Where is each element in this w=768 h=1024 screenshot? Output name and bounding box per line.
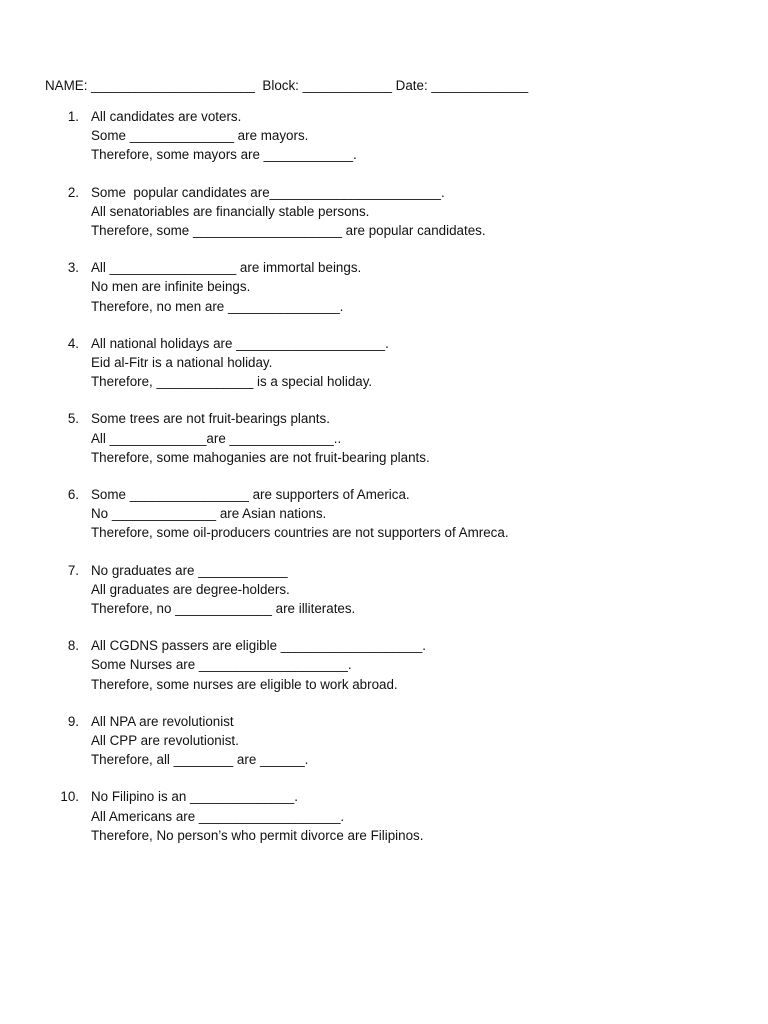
question-number: 4. [67,335,79,351]
premise-minor: No ______________ are Asian nations. [91,506,327,522]
premise-major: All _________________ are immortal beings. [91,260,362,276]
conclusion: Therefore, no men are _______________. [91,298,344,314]
conclusion: Therefore, some oil-producers countries are not supporters of Amreca. [91,525,509,541]
premise-major: No Filipino is an ______________. [91,789,298,805]
question-lines [91,485,509,543]
premise-major: All candidates are voters. [91,109,242,124]
conclusion: Therefore, some mahoganies are not fruit-bearing plants. [91,449,430,465]
conclusion: Therefore, some mayors are ____________. [91,147,357,163]
question-4 [0,334,768,410]
question-lines [91,183,486,241]
conclusion: Therefore, No person’s who permit divorce are Filipinos. [91,827,424,843]
question-lines [91,107,357,165]
conclusion: Therefore, some ____________________ are popular candidates. [91,222,486,238]
premise-minor: All CPP are revolutionist. [91,732,239,748]
question-number: 3. [67,260,79,276]
conclusion: Therefore, all ________ are ______. [91,752,309,768]
question-10 [0,787,768,863]
premise-major: Some popular candidates are_______________________. [91,184,445,200]
question-number: 9. [67,713,79,729]
name-block-date-line: NAME: ______________________ Block: ____________ Date: _____________ [45,78,529,93]
question-lines [91,409,430,467]
question-number: 1. [67,109,79,124]
premise-minor: All _____________are ______________.. [91,430,342,446]
premise-minor: Some Nurses are ____________________. [91,657,352,673]
premise-minor: All graduates are degree-holders. [91,581,290,597]
question-lines [91,712,308,770]
question-list [0,107,768,863]
question-9 [0,712,768,788]
question-lines [91,561,355,619]
question-lines [91,258,361,316]
question-lines [91,636,426,694]
question-1 [0,107,768,183]
conclusion: Therefore, _____________ is a special holiday. [91,374,373,390]
question-lines [91,334,389,392]
question-number: 7. [67,562,79,578]
premise-major: Some ________________ are supporters of America. [91,486,410,502]
question-number: 10. [60,789,79,805]
premise-minor: Eid al-Fitr is a national holiday. [91,354,273,370]
question-number: 6. [67,486,79,502]
question-number: 5. [67,411,79,427]
conclusion: Therefore, no _____________ are illiterates. [91,600,356,616]
premise-major: No graduates are ____________ [91,562,288,578]
question-8 [0,636,768,712]
question-5 [0,409,768,485]
premise-major: All CGDNS passers are eligible ___________________. [91,638,426,654]
question-6 [0,485,768,561]
premise-minor: Some ______________ are mayors. [91,128,309,144]
question-7 [0,561,768,637]
question-2 [0,183,768,259]
premise-major: All NPA are revolutionist [91,713,234,729]
question-number: 2. [67,184,79,200]
question-number: 8. [67,638,79,654]
question-3 [0,258,768,334]
premise-major: All national holidays are ____________________. [91,335,389,351]
premise-minor: No men are infinite beings. [91,279,251,295]
premise-minor: All senatoriables are financially stable persons. [91,203,370,219]
question-lines [91,787,423,845]
premise-major: Some trees are not fruit-bearings plants. [91,411,330,427]
premise-minor: All Americans are ___________________. [91,808,345,824]
conclusion: Therefore, some nurses are eligible to work abroad. [91,676,398,692]
